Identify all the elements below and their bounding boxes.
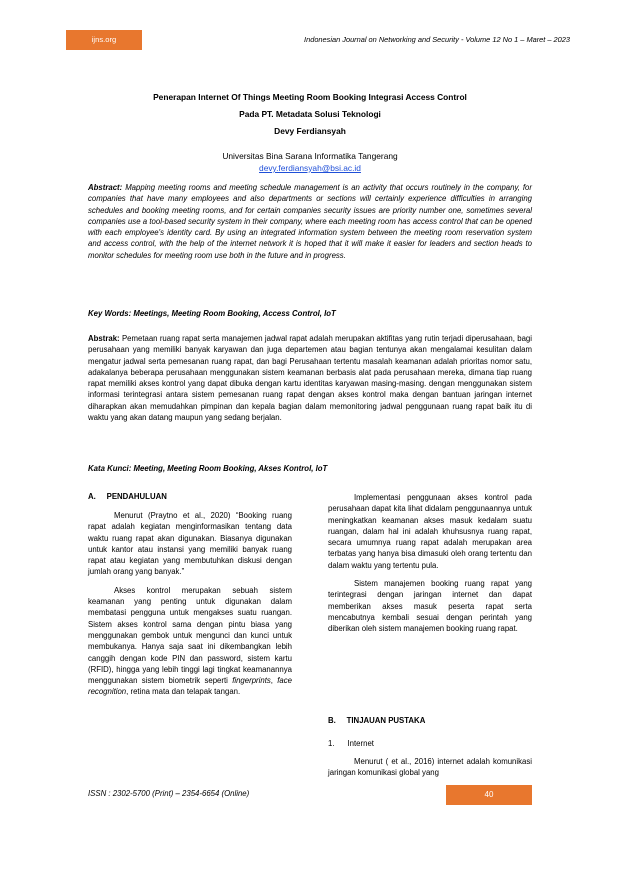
right-column-continued [328, 756, 532, 786]
abstract-indonesian [88, 333, 532, 423]
keywords-indonesian: Kata Kunci: Meeting, Meeting Room Booking, Akses Kontrol, IoT [88, 464, 328, 473]
abstract-indonesian-label: Abstrak: [88, 334, 120, 343]
left-p2-text-b: , [270, 676, 278, 686]
paper-title-line2: Pada PT. Metadata Solusi Teknologi [239, 109, 381, 119]
author-affiliation: Universitas Bina Sarana Informatika Tangerang [222, 151, 398, 161]
paper-title-line1: Penerapan Internet Of Things Meeting Room Booking Integrasi Access Control [153, 92, 467, 102]
left-paragraph-2 [88, 585, 292, 698]
subsection-internet-heading: 1. Internet [328, 739, 374, 748]
footer-issn: ISSN : 2302-5700 (Print) – 2354-6654 (Online) [88, 789, 250, 798]
right-column [328, 492, 532, 642]
abstract-english-label: Abstract: [88, 183, 123, 192]
header-journal-info: Indonesian Journal on Networking and Security - Volume 12 No 1 – Maret – 2023 [304, 35, 570, 44]
author-name: Devy Ferdiansyah [274, 126, 346, 136]
header-site-badge: ijns.org [66, 30, 142, 50]
left-p2-italic-1: fingerprints [232, 676, 271, 686]
abstract-english-text: Mapping meeting rooms and meeting schedule management is an activity that occurs routinely in the company, for companies that have many employees and also departments or sections will certainly experience difficulties in arranging schedules and booking meeting rooms, and for certain companies security issues are priority number one, sometimes several companies use a tool-based security system in their company, where each meeting room has access control that can be opened with each employee's identity card. By using an integrated information system between the meeting room reservation system and access control, with the help of the internet network it is hoped that it will make it easier for leaders and section heads to monitor schedules for meeting room use both in the future and in progress. [88, 183, 532, 260]
abstract-indonesian-text: Pemetaan ruang rapat serta manajemen jadwal rapat adalah merupakan aktifitas yang rutin terjadi diperusahaan, bagi perusahaan yang memiliki banyak karyawan dan juga departemen atau bagian tentunya akan mengalamai kesulitan dalam mengatur jadwal serta pemesanan ruang rapat, dan bagi Perusahaan tertentu masalah keamanan adalah prioritas nomor satu, adakalanya beberapa perusahaan menggunakan sistem keamanan berbasis alat pada perusahaan mereka, dimana tiap ruang rapat memiliki akses kontrol yang dapat dibuka dengan kartu identitas karyawan masing-masing. dengan menggunakan sistem informasi terintegrasi antara sistem pemesanan ruang rapat dengan akses kontrol maka dengan bantuan jaringan internet diharapkan akan memudahkan pimpinan dan kepala bagian dalam memonitoring jadwal penggunaan ruang rapat baik itu di waktu yang akan datang maupun yang sedang berjalan. [88, 334, 532, 423]
footer-page-number: 40 [446, 785, 532, 805]
author-email-link[interactable]: devy.ferdiansyah@bsi.ac.id [259, 163, 361, 173]
right-paragraph-3: Menurut ( et al., 2016) internet adalah komunikasi jaringan komunikasi global yang [328, 757, 532, 778]
left-p2-text-a: Akses kontrol merupakan sebuah sistem keamanan yang penting untuk digunakan dalam membatasi pengguna untuk mengakses suatu ruangan. Sistem akses kontrol sama dengan pintu biasa yang menggunakan gembok untuk mengunci dan kunci untuk membukanya. Hanya saja saat ini dikembangkan lebih canggih dengan kode PIN dan password, sistem kartu (RFID), hingga yang lebih tinggi lagi tingkat keamanannya menggunakan sistem biometrik seperti [88, 585, 292, 686]
left-column [88, 510, 292, 705]
section-b-heading: B. TINJAUAN PUSTAKA [328, 716, 426, 725]
right-paragraph-2: Sistem manajemen booking ruang rapat yang terintegrasi dengan jaringan internet dan dapat memberikan akses masuk peserta rapat serta mencabutnya kembali sesuai dengan perintah yang diberikan oleh sistem manajemen booking ruang rapat. [328, 579, 532, 634]
abstract-english [88, 182, 532, 261]
left-p2-text-c: , retina mata dan telapak tangan. [126, 687, 241, 697]
keywords-english: Key Words: Meetings, Meeting Room Booking, Access Control, IoT [88, 309, 336, 318]
section-a-heading: A. PENDAHULUAN [88, 492, 167, 501]
right-paragraph-1: Implementasi penggunaan akses kontrol pada perusahaan dapat kita lihat didalam penggunaannya untuk meningkatkan keamanan akses masuk kedalam suatu ruangan, dalam hal ini adalah khuhsusnya ruang rapat, secara umumnya ruang rapat adalah merupakan area terbatas yang hanya bisa dimasuki oleh orang tertentu dan dalam waktu yang tertentu pula. [328, 493, 532, 570]
left-p2-italic-2: face recognition [88, 676, 292, 697]
left-paragraph-1: Menurut (Praytno et al., 2020) “Booking ruang rapat adalah kegiatan menginformasikan tentang data waktu ruang rapat akan digunakan. Biasanya digunakan untuk kantor atau instansi yang memiliki banyak ruang rapat atau kegiatan yang membutuhkan diskusi dengan jumlah orang yang banyak.” [88, 511, 292, 577]
